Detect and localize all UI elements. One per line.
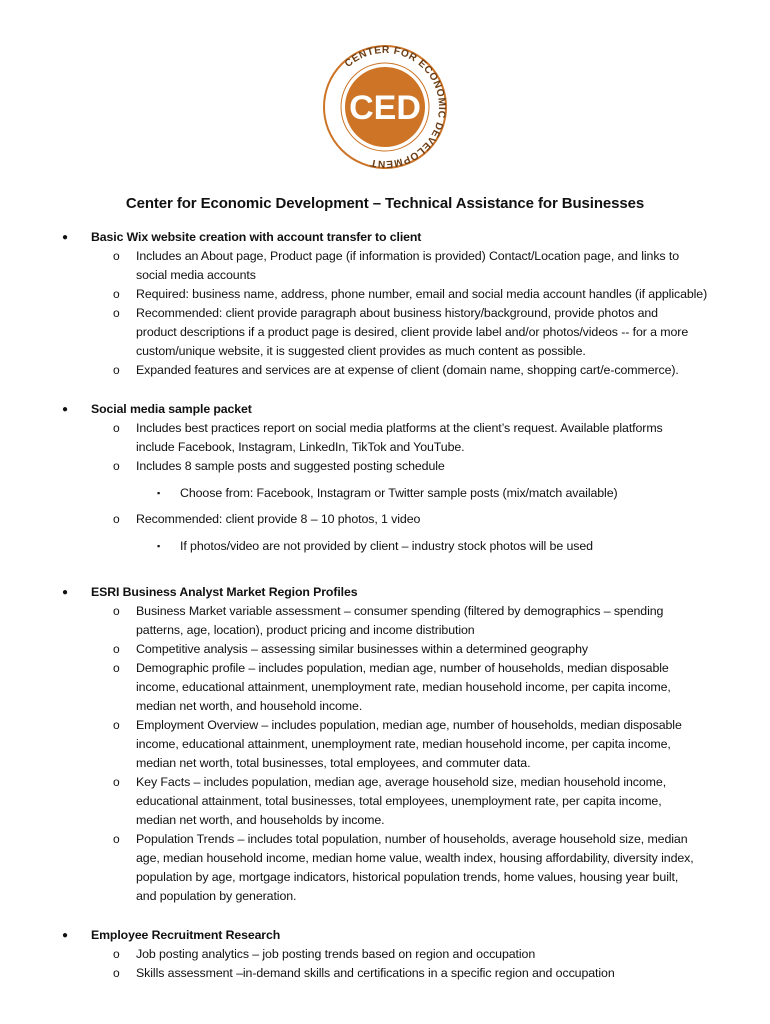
section-bullet-icon: ● [62, 232, 68, 243]
list-item-text: educational attainment, total businesses, total employees, unemployment rate, per capita income, [136, 794, 662, 808]
list-item-text: Employment Overview – includes population, median age, number of households, median disposable [136, 718, 682, 732]
list-item-text: income, educational attainment, unemployment rate, median household income, per capita income, [136, 680, 671, 694]
section-heading: Basic Wix website creation with account transfer to client [91, 230, 422, 244]
list-item-text: income, educational attainment, unemployment rate, median household income, per capita income, [136, 737, 671, 751]
list-item-text: Job posting analytics – job posting trends based on region and occupation [136, 947, 536, 961]
list-item-text: patterns, age, location), product pricing and income distribution [136, 623, 475, 637]
item-bullet-icon: o [113, 287, 120, 301]
list-item-text: Skills assessment –in-demand skills and certifications in a specific region and occupation [136, 966, 615, 980]
item-bullet-icon: o [113, 661, 120, 675]
item-bullet-icon: o [113, 775, 120, 789]
item-bullet-icon: o [113, 306, 120, 320]
list-item-text: Required: business name, address, phone number, email and social media account handles (if applicable) [136, 287, 708, 301]
item-bullet-icon: o [113, 604, 120, 618]
item-bullet-icon: o [113, 642, 120, 656]
item-bullet-icon: o [113, 718, 120, 732]
list-item-text: Includes 8 sample posts and suggested posting schedule [136, 459, 445, 473]
list-item-text: and population by generation. [136, 889, 297, 903]
section-heading: Employee Recruitment Research [91, 928, 281, 942]
item-bullet-icon: o [113, 249, 120, 263]
list-item-text: Includes an About page, Product page (if information is provided) Contact/Location page, and links to [136, 249, 680, 263]
document-title: Center for Economic Development – Technical Assistance for Businesses [125, 195, 645, 212]
item-bullet-icon: o [113, 363, 120, 377]
sub-item-text: Choose from: Facebook, Instagram or Twitter sample posts (mix/match available) [180, 486, 618, 500]
item-bullet-icon: o [113, 421, 120, 435]
item-bullet-icon: o [113, 832, 120, 846]
ced-logo [321, 43, 449, 171]
item-bullet-icon: o [113, 512, 120, 526]
list-item-text: social media accounts [136, 268, 256, 282]
list-item-text: median net worth, and household income. [136, 699, 363, 713]
section-bullet-icon: ● [62, 404, 68, 415]
logo-ring-text: CENTER FOR ECONOMIC DEVELOPMENT [342, 44, 448, 170]
list-item-text: Includes best practices report on social media platforms at the client’s request. Available platforms [136, 421, 663, 435]
section-bullet-icon: ● [62, 587, 68, 598]
list-item-text: Recommended: client provide 8 – 10 photos, 1 video [136, 512, 421, 526]
list-item-text: include Facebook, Instagram, LinkedIn, TikTok and YouTube. [136, 440, 465, 454]
ced-logo-graphic [321, 43, 449, 171]
list-item-text: population by age, mortgage indicators, historical population trends, home values, housing year built, [136, 870, 679, 884]
item-bullet-icon: o [113, 966, 120, 980]
list-item-text: Recommended: client provide paragraph about business history/background, provide photos and [136, 306, 658, 320]
sub-item-text: If photos/video are not provided by client – industry stock photos will be used [180, 539, 593, 553]
list-item-text: age, median household income, median home value, wealth index, housing affordability, diversity index, [136, 851, 694, 865]
list-item-text: Population Trends – includes total population, number of households, average household size, median [136, 832, 688, 846]
item-bullet-icon: o [113, 459, 120, 473]
section-heading: ESRI Business Analyst Market Region Profiles [91, 585, 358, 599]
item-bullet-icon: o [113, 947, 120, 961]
section-heading: Social media sample packet [91, 402, 252, 416]
list-item-text: Key Facts – includes population, median age, average household size, median household income, [136, 775, 667, 789]
list-item-text: Business Market variable assessment – consumer spending (filtered by demographics – spending [136, 604, 664, 618]
list-item-text: product descriptions if a product page is desired, client provide label and/or photos/videos -- for a more [136, 325, 689, 339]
section-bullet-icon: ● [62, 930, 68, 941]
list-item-text: Competitive analysis – assessing similar businesses within a determined geography [136, 642, 588, 656]
list-item-text: Expanded features and services are at expense of client (domain name, shopping cart/e-commerce). [136, 363, 679, 377]
sub-bullet-icon: ▪ [157, 488, 161, 498]
sub-bullet-icon: ▪ [157, 541, 161, 551]
list-item-text: median net worth, and households by income. [136, 813, 385, 827]
logo-center-text: CED [349, 89, 421, 127]
list-item-text: custom/unique website, it is suggested client provides as much content as possible. [136, 344, 586, 358]
list-item-text: median net worth, total businesses, total employees, and commuter data. [136, 756, 531, 770]
list-item-text: Demographic profile – includes population, median age, number of households, median disposable [136, 661, 669, 675]
